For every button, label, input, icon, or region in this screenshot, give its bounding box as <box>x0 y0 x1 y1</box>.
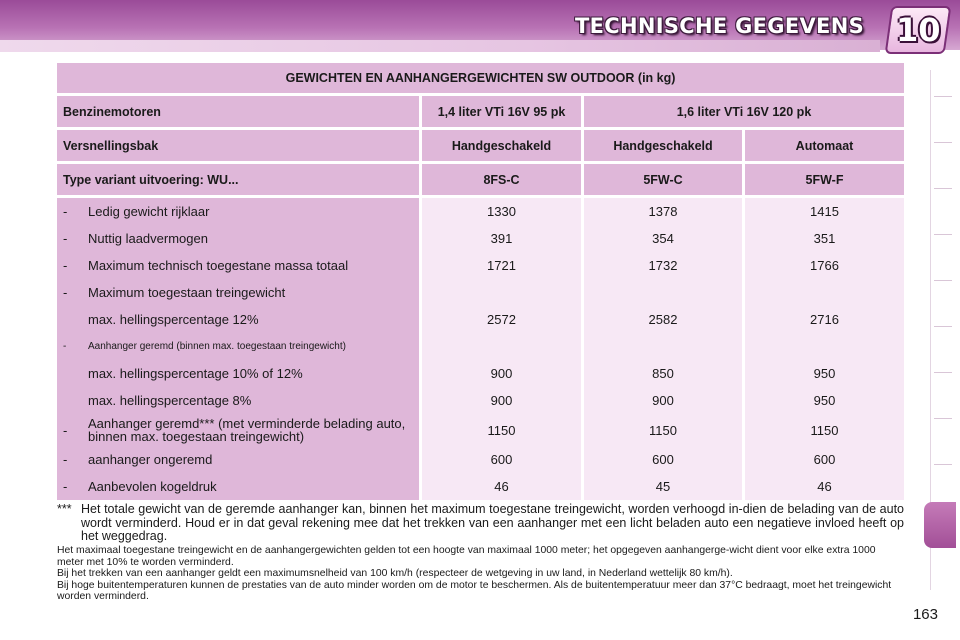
table-cell <box>422 333 581 360</box>
engine-2: 1,6 liter VTi 16V 120 pk <box>584 96 904 127</box>
table-cell: 1150 <box>487 422 516 438</box>
footnote-mark: *** <box>57 502 72 516</box>
table-row <box>57 387 419 414</box>
side-tab-divider <box>934 372 952 373</box>
notes-block <box>57 545 904 603</box>
table-cell: 45 <box>655 479 671 494</box>
type-col-3: 5FW-F <box>745 164 904 195</box>
chapter-number: 10 <box>895 11 941 49</box>
table-cell: 46 <box>494 479 509 494</box>
row-dash: - <box>63 258 68 273</box>
row-label: Maximum technisch toegestane massa totaal <box>88 258 349 273</box>
row-label: max. hellingspercentage 12% <box>88 312 259 327</box>
table-cell <box>584 279 742 306</box>
row-label: aanhanger ongeremd <box>88 452 213 467</box>
chapter-tab-active[interactable] <box>924 502 956 548</box>
side-tab-divider <box>934 142 952 143</box>
side-tab-divider <box>934 280 952 281</box>
table-row <box>57 446 419 473</box>
row-dash: - <box>63 422 68 438</box>
chapter-badge[interactable] <box>885 6 952 54</box>
table-cell: 1378 <box>648 204 678 219</box>
side-tab-divider <box>934 464 952 465</box>
side-tab-divider <box>934 188 952 189</box>
row-label: max. hellingspercentage 10% of 12% <box>88 366 303 381</box>
table-cell: 2716 <box>810 312 839 327</box>
row-dash: - <box>63 452 68 467</box>
note-line: Bij hoge buitentemperaturen kunnen de prestaties van de auto minder worden om de motor te beschermen. Als de buitentemperatuur meer dan 37°C bedraagt, moet het treingewicht worden verminderd. <box>57 579 892 602</box>
row-dash: - <box>63 341 67 352</box>
header-stripe <box>0 40 880 52</box>
table-cell: 900 <box>490 366 513 381</box>
page-title: TECHNISCHE GEGEVENS <box>575 14 864 38</box>
label-column <box>57 198 419 500</box>
row-dash: - <box>63 231 68 246</box>
engine-1: 1,4 liter VTi 16V 95 pk <box>422 96 581 127</box>
gearbox-label: Versnellingsbak <box>57 130 419 161</box>
row-label: max. hellingspercentage 8% <box>88 393 252 408</box>
table-cell: 1330 <box>487 204 516 219</box>
row-label: Aanhanger geremd*** (met verminderde belading auto, binnen max. toegestaan treingewicht) <box>88 416 406 444</box>
footnote-text: Het totale gewicht van de geremde aanhanger kan, binnen het maximum toegestane treingewicht, worden verhoogd in-dien de belading van de auto wordt verminderd. Houd er in dat geval rekening mee dat het trekken van een aanhanger met een licht beladen auto een negatieve invloed heeft op het weggedrag. <box>81 502 904 543</box>
table-cell: 950 <box>813 393 836 408</box>
table-cell: 600 <box>490 452 513 467</box>
note-line: Bij het trekken van een aanhanger geldt een maximumsnelheid van 100 km/h (respecteer de wetgeving in uw land, in Nederland wettelijk 80 km/h). <box>57 568 733 579</box>
weights-table <box>57 63 904 500</box>
table-cell: 1415 <box>810 204 839 219</box>
page-number: 163 <box>912 606 938 623</box>
table-cell: 351 <box>813 231 836 246</box>
type-col-1: 8FS-C <box>422 164 581 195</box>
table-cell: 950 <box>813 366 836 381</box>
row-dash: - <box>63 479 68 494</box>
side-tab-divider <box>934 418 952 419</box>
footnote-triple-star <box>57 503 904 544</box>
table-cell: 2572 <box>487 312 516 327</box>
table-cell <box>745 333 904 360</box>
value-column-1 <box>422 198 581 500</box>
table-row <box>57 414 419 446</box>
row-label: Maximum toegestaan treingewicht <box>88 285 286 300</box>
side-tab-divider <box>934 326 952 327</box>
table-cell: 46 <box>817 479 832 494</box>
table-cell: 1150 <box>649 422 677 438</box>
note-line: Het maximaal toegestane treingewicht en de aanhangergewichten gelden tot een hoogte van maximaal 1000 meter; het opgegeven aanhangerge-wicht dient voor elke extra 1000 meter met 10% te worden verminderd. <box>57 545 876 568</box>
table-cell: 900 <box>652 393 674 408</box>
gearbox-col-3: Automaat <box>745 130 904 161</box>
table-cell: 354 <box>652 231 674 246</box>
table-body <box>57 198 904 500</box>
table-cell: 1721 <box>487 258 516 273</box>
row-label: Nuttig laadvermogen <box>88 231 208 246</box>
table-cell <box>584 333 742 360</box>
type-col-2: 5FW-C <box>584 164 742 195</box>
table-row <box>57 279 419 306</box>
gearbox-col-2: Handgeschakeld <box>584 130 742 161</box>
value-column-2 <box>584 198 742 500</box>
table-cell: 1766 <box>810 258 839 273</box>
gearbox-header-row <box>57 130 904 161</box>
engine-header-row <box>57 96 904 127</box>
table-title: GEWICHTEN EN AANHANGERGEWICHTEN SW OUTDOOR (in kg) <box>57 63 904 93</box>
table-row <box>57 360 419 387</box>
type-header-row <box>57 164 904 195</box>
row-label: Aanbevolen kogeldruk <box>88 479 217 494</box>
table-cell <box>745 279 904 306</box>
row-dash: - <box>63 285 68 300</box>
engine-label: Benzinemotoren <box>57 96 419 127</box>
table-cell: 600 <box>813 452 836 467</box>
table-row <box>57 252 419 279</box>
table-cell: 391 <box>490 231 513 246</box>
table-cell: 850 <box>652 366 674 381</box>
table-cell: 2582 <box>648 312 678 327</box>
table-row <box>57 306 419 333</box>
row-label: Aanhanger geremd (binnen max. toegestaan treingewicht) <box>88 341 346 352</box>
table-row <box>57 473 419 500</box>
row-dash: - <box>63 204 68 219</box>
table-row <box>57 333 419 360</box>
value-column-3 <box>745 198 904 500</box>
gearbox-col-1: Handgeschakeld <box>422 130 581 161</box>
row-label: Ledig gewicht rijklaar <box>88 204 210 219</box>
side-tab-divider <box>934 96 952 97</box>
table-cell: 1732 <box>648 258 678 273</box>
table-row <box>57 198 419 225</box>
table-cell: 600 <box>652 452 674 467</box>
table-cell <box>422 279 581 306</box>
table-cell: 1150 <box>810 422 839 438</box>
table-row <box>57 225 419 252</box>
side-tab-divider <box>934 234 952 235</box>
type-label: Type variant uitvoering: WU... <box>57 164 419 195</box>
table-cell: 900 <box>490 393 513 408</box>
